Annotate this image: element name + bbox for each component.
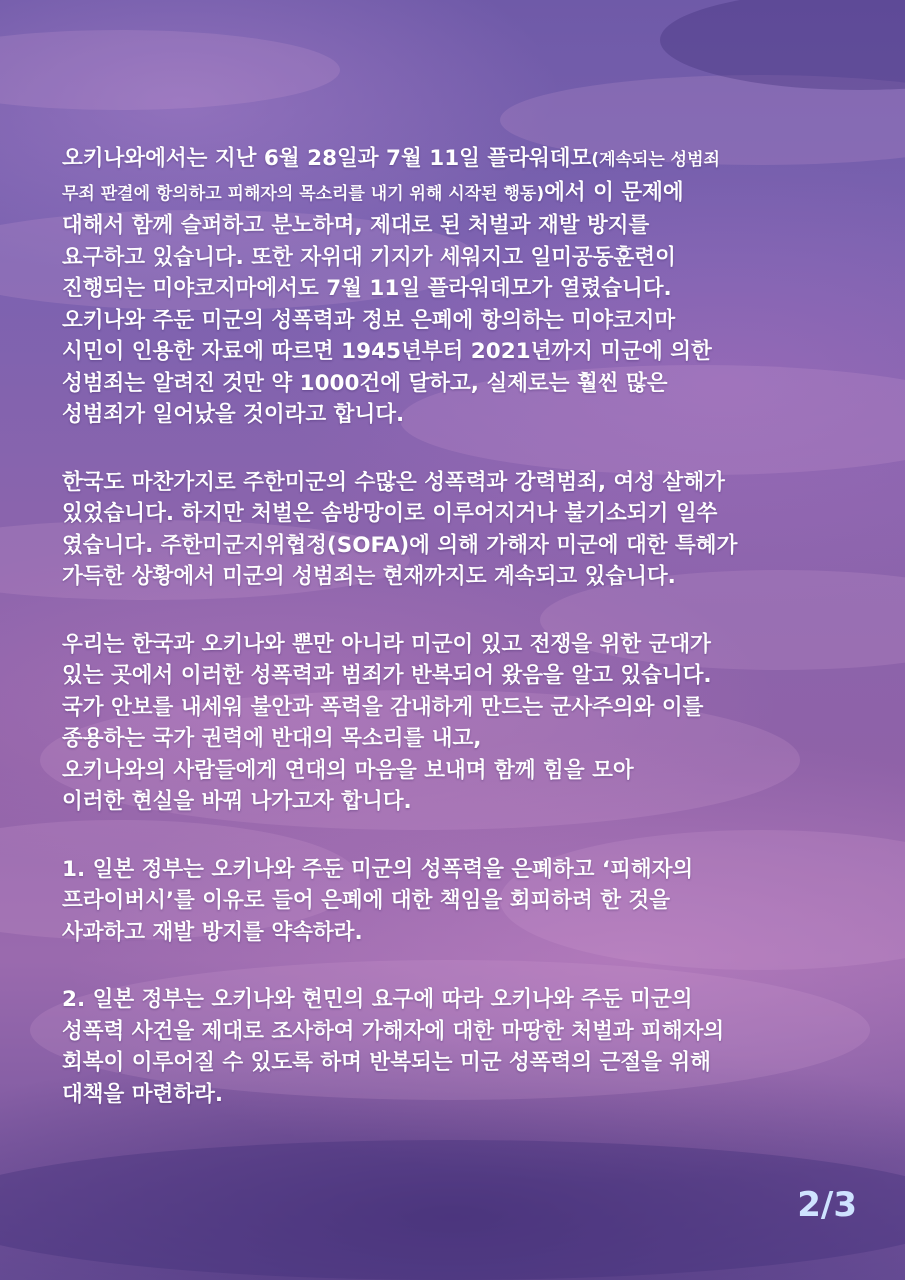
text-line: 성범죄는 알려진 것만 약 1000건에 달하고, 실제로는 훨씬 많은 xyxy=(62,370,668,396)
text-line: 시민이 인용한 자료에 따르면 1945년부터 2021년까지 미군에 의한 xyxy=(62,339,712,364)
text-line: 였습니다. 주한미군지위협정(SOFA)에 의해 가해자 미군에 대한 특혜가 xyxy=(62,532,738,558)
paragraph-solidarity xyxy=(62,629,872,818)
text-line: 있었습니다. 하지만 처벌은 솜방망이로 이루어지거나 불기소되기 일쑤 xyxy=(62,501,718,526)
paragraph-korea xyxy=(62,467,872,593)
main-text xyxy=(62,143,872,1146)
text-line: 가득한 상황에서 미군의 성범죄는 현재까지도 계속되고 있습니다. xyxy=(62,564,676,589)
text-line: 요구하고 있습니다. 또한 자위대 기지가 세워지고 일미공동훈련이 xyxy=(62,244,676,270)
text-line: 성범죄가 일어났을 것이라고 합니다. xyxy=(62,402,405,427)
text-line: 회복이 이루어질 수 있도록 하며 반복되는 미군 성폭력의 근절을 위해 xyxy=(62,1050,711,1075)
demand-1 xyxy=(62,854,872,949)
text-line: 있는 곳에서 이러한 성폭력과 범죄가 반복되어 왔음을 알고 있습니다. xyxy=(62,663,712,688)
text-line: 무죄 판결에 항의하고 피해자의 목소리를 내기 위해 시작된 행동)에서 이 문제에 xyxy=(62,179,684,205)
text-line: 사과하고 재발 방지를 약속하라. xyxy=(62,919,363,945)
demand-2 xyxy=(62,984,872,1110)
text-line: 1. 일본 정부는 오키나와 주둔 미군의 성폭력을 은폐하고 ‘피해자의 xyxy=(62,856,694,882)
text-line: 성폭력 사건을 제대로 조사하여 가해자에 대한 마땅한 처벌과 피해자의 xyxy=(62,1018,725,1044)
text-line: 한국도 마찬가지로 주한미군의 수많은 성폭력과 강력범죄, 여성 살해가 xyxy=(62,469,725,495)
paragraph-okinawa xyxy=(62,143,872,431)
text-line: 종용하는 국가 권력에 반대의 목소리를 내고, xyxy=(62,726,482,751)
text-line: 이러한 현실을 바꿔 나가고자 합니다. xyxy=(62,789,412,814)
page-number: 2/3 xyxy=(797,1185,857,1225)
text-line: 대책을 마련하라. xyxy=(62,1081,224,1107)
text-line: 2. 일본 정부는 오키나와 현민의 요구에 따라 오키나와 주둔 미군의 xyxy=(62,987,693,1012)
text-line: 오키나와 주둔 미군의 성폭력과 정보 은폐에 항의하는 미야코지마 xyxy=(62,307,676,333)
text-line: 진행되는 미야코지마에서도 7월 11일 플라워데모가 열렸습니다. xyxy=(62,276,672,301)
text-line: 우리는 한국과 오키나와 뿐만 아니라 미군이 있고 전쟁을 위한 군대가 xyxy=(62,631,711,657)
text-line: 국가 안보를 내세워 불안과 폭력을 감내하게 만드는 군사주의와 이를 xyxy=(62,694,704,720)
text-line: 오키나와에서는 지난 6월 28일과 7월 11일 플라워데모(계속되는 성범죄 xyxy=(62,146,720,171)
text-line: 대해서 함께 슬퍼하고 분노하며, 제대로 된 처벌과 재발 방지를 xyxy=(62,213,650,238)
text-line: 프라이버시’를 이유로 들어 은폐에 대한 책임을 회피하려 한 것을 xyxy=(62,888,671,913)
text-line: 오키나와의 사람들에게 연대의 마음을 보내며 함께 힘을 모아 xyxy=(62,757,634,783)
